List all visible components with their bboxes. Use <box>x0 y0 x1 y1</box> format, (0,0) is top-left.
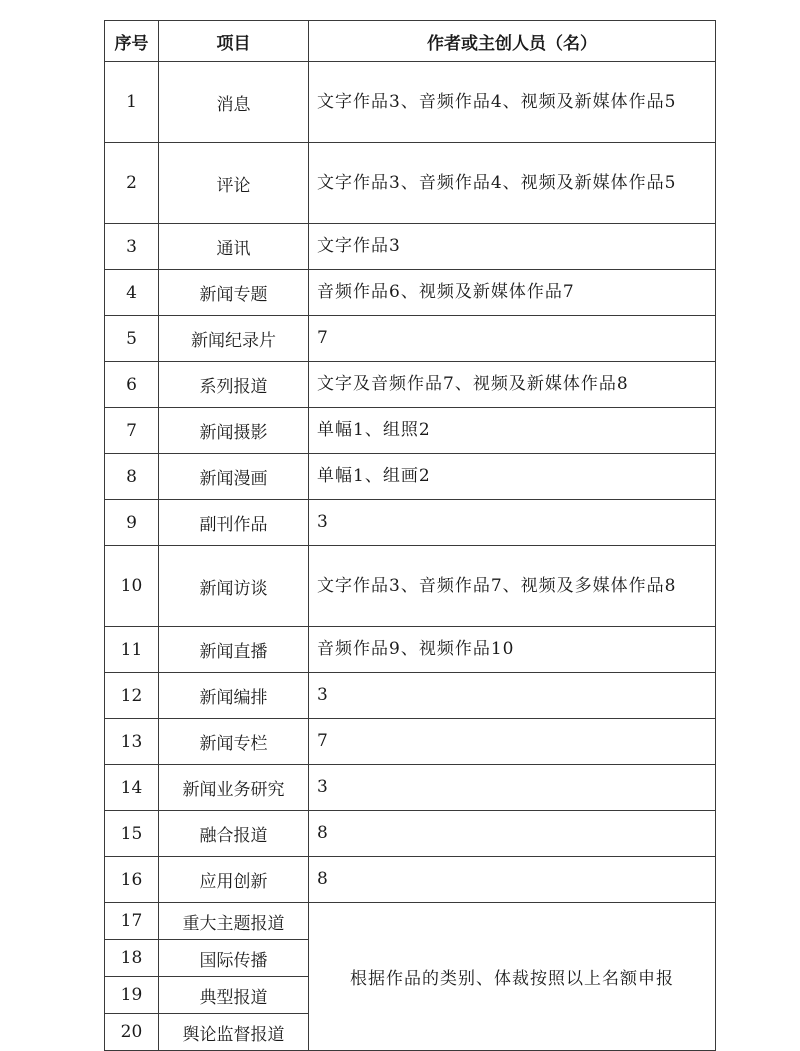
row-item: 应用创新 <box>159 857 309 903</box>
table-row <box>105 224 716 270</box>
row-item: 融合报道 <box>159 811 309 857</box>
table-row <box>105 765 716 811</box>
row-item: 副刊作品 <box>159 500 309 546</box>
header-item: 项目 <box>159 21 309 62</box>
row-quota: 文字作品3、音频作品4、视频及新媒体作品5 <box>309 143 716 224</box>
row-number: 6 <box>105 362 159 408</box>
row-quota: 文字作品3、音频作品4、视频及新媒体作品5 <box>309 62 716 143</box>
row-quota: 文字作品3、音频作品7、视频及多媒体作品8 <box>309 546 716 627</box>
row-number: 18 <box>105 940 159 977</box>
row-item: 消息 <box>159 62 309 143</box>
row-item: 新闻直播 <box>159 627 309 673</box>
row-number: 11 <box>105 627 159 673</box>
row-item: 新闻编排 <box>159 673 309 719</box>
table-row <box>105 500 716 546</box>
table-row <box>105 408 716 454</box>
row-item: 系列报道 <box>159 362 309 408</box>
row-number: 19 <box>105 977 159 1014</box>
row-number: 7 <box>105 408 159 454</box>
row-quota: 音频作品9、视频作品10 <box>309 627 716 673</box>
row-item: 国际传播 <box>159 940 309 977</box>
header-row <box>105 21 716 62</box>
row-item: 新闻摄影 <box>159 408 309 454</box>
row-quota: 单幅1、组画2 <box>309 454 716 500</box>
merged-note: 根据作品的类别、体裁按照以上名额申报 <box>309 903 716 1051</box>
table-row <box>105 362 716 408</box>
table-row <box>105 857 716 903</box>
table-row <box>105 673 716 719</box>
table-row <box>105 719 716 765</box>
row-quota: 文字作品3 <box>309 224 716 270</box>
table-row <box>105 316 716 362</box>
row-number: 15 <box>105 811 159 857</box>
row-item: 新闻专题 <box>159 270 309 316</box>
row-number: 14 <box>105 765 159 811</box>
row-quota: 3 <box>309 673 716 719</box>
row-quota: 7 <box>309 316 716 362</box>
table-row <box>105 903 716 940</box>
row-number: 5 <box>105 316 159 362</box>
row-item: 典型报道 <box>159 977 309 1014</box>
row-item: 新闻专栏 <box>159 719 309 765</box>
row-number: 20 <box>105 1014 159 1051</box>
row-quota: 文字及音频作品7、视频及新媒体作品8 <box>309 362 716 408</box>
row-quota: 音频作品6、视频及新媒体作品7 <box>309 270 716 316</box>
row-item: 新闻漫画 <box>159 454 309 500</box>
row-quota: 3 <box>309 765 716 811</box>
row-number: 3 <box>105 224 159 270</box>
row-item: 重大主题报道 <box>159 903 309 940</box>
row-quota: 单幅1、组照2 <box>309 408 716 454</box>
row-number: 9 <box>105 500 159 546</box>
row-number: 12 <box>105 673 159 719</box>
row-item: 评论 <box>159 143 309 224</box>
row-quota: 8 <box>309 811 716 857</box>
table-row <box>105 811 716 857</box>
row-item: 新闻访谈 <box>159 546 309 627</box>
row-number: 1 <box>105 62 159 143</box>
table-row <box>105 143 716 224</box>
row-item: 舆论监督报道 <box>159 1014 309 1051</box>
row-item: 新闻业务研究 <box>159 765 309 811</box>
row-number: 8 <box>105 454 159 500</box>
table-row <box>105 270 716 316</box>
table-row <box>105 62 716 143</box>
header-quota: 作者或主创人员（名） <box>309 21 716 62</box>
row-number: 4 <box>105 270 159 316</box>
row-number: 13 <box>105 719 159 765</box>
table-row <box>105 546 716 627</box>
header-index: 序号 <box>105 21 159 62</box>
quota-table <box>104 20 716 1051</box>
row-number: 17 <box>105 903 159 940</box>
row-number: 10 <box>105 546 159 627</box>
row-quota: 8 <box>309 857 716 903</box>
row-item: 通讯 <box>159 224 309 270</box>
row-item: 新闻纪录片 <box>159 316 309 362</box>
row-quota: 3 <box>309 500 716 546</box>
row-quota: 7 <box>309 719 716 765</box>
table-row <box>105 454 716 500</box>
row-number: 2 <box>105 143 159 224</box>
row-number: 16 <box>105 857 159 903</box>
table-row <box>105 627 716 673</box>
